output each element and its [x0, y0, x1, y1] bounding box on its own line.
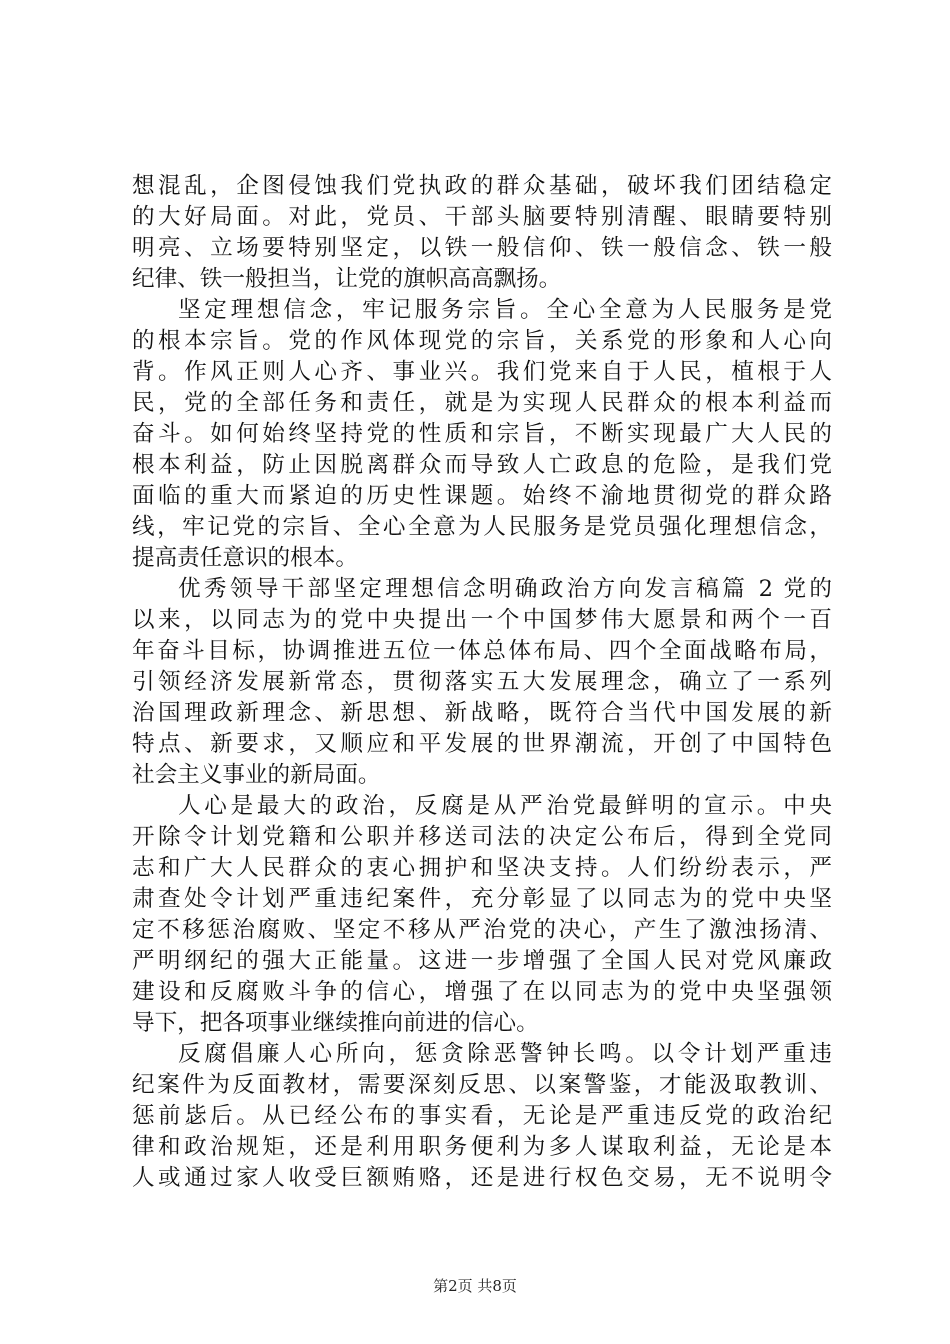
text-line: 想混乱，企图侵蚀我们党执政的群众基础，破坏我们团结稳定 — [132, 173, 832, 199]
text-line: 引领经济发展新常态，贯彻落实五大发展理念，确立了一系列 — [132, 669, 832, 695]
text-line: 导下，把各项事业继续推向前进的信心。 — [132, 1010, 539, 1036]
text-line: 纪律、铁一般担当，让党的旗帜高高飘扬。 — [132, 266, 562, 292]
paragraph — [132, 1039, 832, 1194]
text-line: 奋斗。如何始终坚持党的性质和宗旨，不断实现最广大人民的 — [132, 421, 832, 447]
text-line: 纪案件为反面教材，需要深刻反思、以案警鉴，才能汲取教训、 — [132, 1072, 832, 1098]
text-line: 严明纲纪的强大正能量。这进一步增强了全国人民对党风廉政 — [132, 948, 832, 974]
text-line: 明亮、立场要特别坚定，以铁一般信仰、铁一般信念、铁一般 — [132, 235, 832, 261]
page-number-footer: 第2页 共8页 — [433, 1277, 517, 1295]
text-line: 特点、新要求，又顺应和平发展的世界潮流，开创了中国特色 — [132, 731, 832, 757]
text-line: 律和政治规矩，还是利用职务便利为多人谋取利益，无论是本 — [132, 1134, 832, 1160]
text-line: 人心是最大的政治，反腐是从严治党最鲜明的宣示。中央 — [178, 793, 832, 819]
paragraph — [132, 574, 832, 791]
document-body — [132, 171, 832, 1194]
text-line: 治国理政新理念、新思想、新战略，既符合当代中国发展的新 — [132, 700, 832, 726]
text-line: 提高责任意识的根本。 — [132, 545, 358, 571]
paragraph — [132, 171, 832, 295]
text-line: 反腐倡廉人心所向，惩贪除恶警钟长鸣。以令计划严重违 — [178, 1041, 832, 1067]
text-line: 线，牢记党的宗旨、全心全意为人民服务是党员强化理想信念， — [132, 514, 832, 540]
text-line: 以来，以同志为的党中央提出一个中国梦伟大愿景和两个一百 — [132, 607, 832, 633]
text-line: 年奋斗目标，协调推进五位一体总体布局、四个全面战略布局， — [132, 638, 832, 664]
text-line: 定不移惩治腐败、坚定不移从严治党的决心，产生了激浊扬清、 — [132, 917, 832, 943]
text-line: 根本利益，防止因脱离群众而导致人亡政息的危险，是我们党 — [132, 452, 832, 478]
text-line: 面临的重大而紧迫的历史性课题。始终不渝地贯彻党的群众路 — [132, 483, 832, 509]
text-line: 民，党的全部任务和责任，就是为实现人民群众的根本利益而 — [132, 390, 832, 416]
text-line: 建设和反腐败斗争的信心，增强了在以同志为的党中央坚强领 — [132, 979, 832, 1005]
text-line: 肃查处令计划严重违纪案件，充分彰显了以同志为的党中央坚 — [132, 886, 832, 912]
paragraph — [132, 791, 832, 1039]
text-line: 开除令计划党籍和公职并移送司法的决定公布后，得到全党同 — [132, 824, 832, 850]
paragraph — [132, 295, 832, 574]
text-line: 志和广大人民群众的衷心拥护和坚决支持。人们纷纷表示，严 — [132, 855, 832, 881]
text-line: 的根本宗旨。党的作风体现党的宗旨，关系党的形象和人心向 — [132, 328, 832, 354]
text-line: 的大好局面。对此，党员、干部头脑要特别清醒、眼睛要特别 — [132, 204, 832, 230]
text-line: 优秀领导干部坚定理想信念明确政治方向发言稿篇 2 党的 — [178, 576, 832, 602]
text-line: 背。作风正则人心齐、事业兴。我们党来自于人民，植根于人 — [132, 359, 832, 385]
text-line: 坚定理想信念，牢记服务宗旨。全心全意为人民服务是党 — [178, 297, 832, 323]
text-line: 人或通过家人收受巨额贿赂，还是进行权色交易，无不说明令 — [132, 1165, 832, 1191]
text-line: 社会主义事业的新局面。 — [132, 762, 381, 788]
text-line: 惩前毖后。从已经公布的事实看，无论是严重违反党的政治纪 — [132, 1103, 832, 1129]
